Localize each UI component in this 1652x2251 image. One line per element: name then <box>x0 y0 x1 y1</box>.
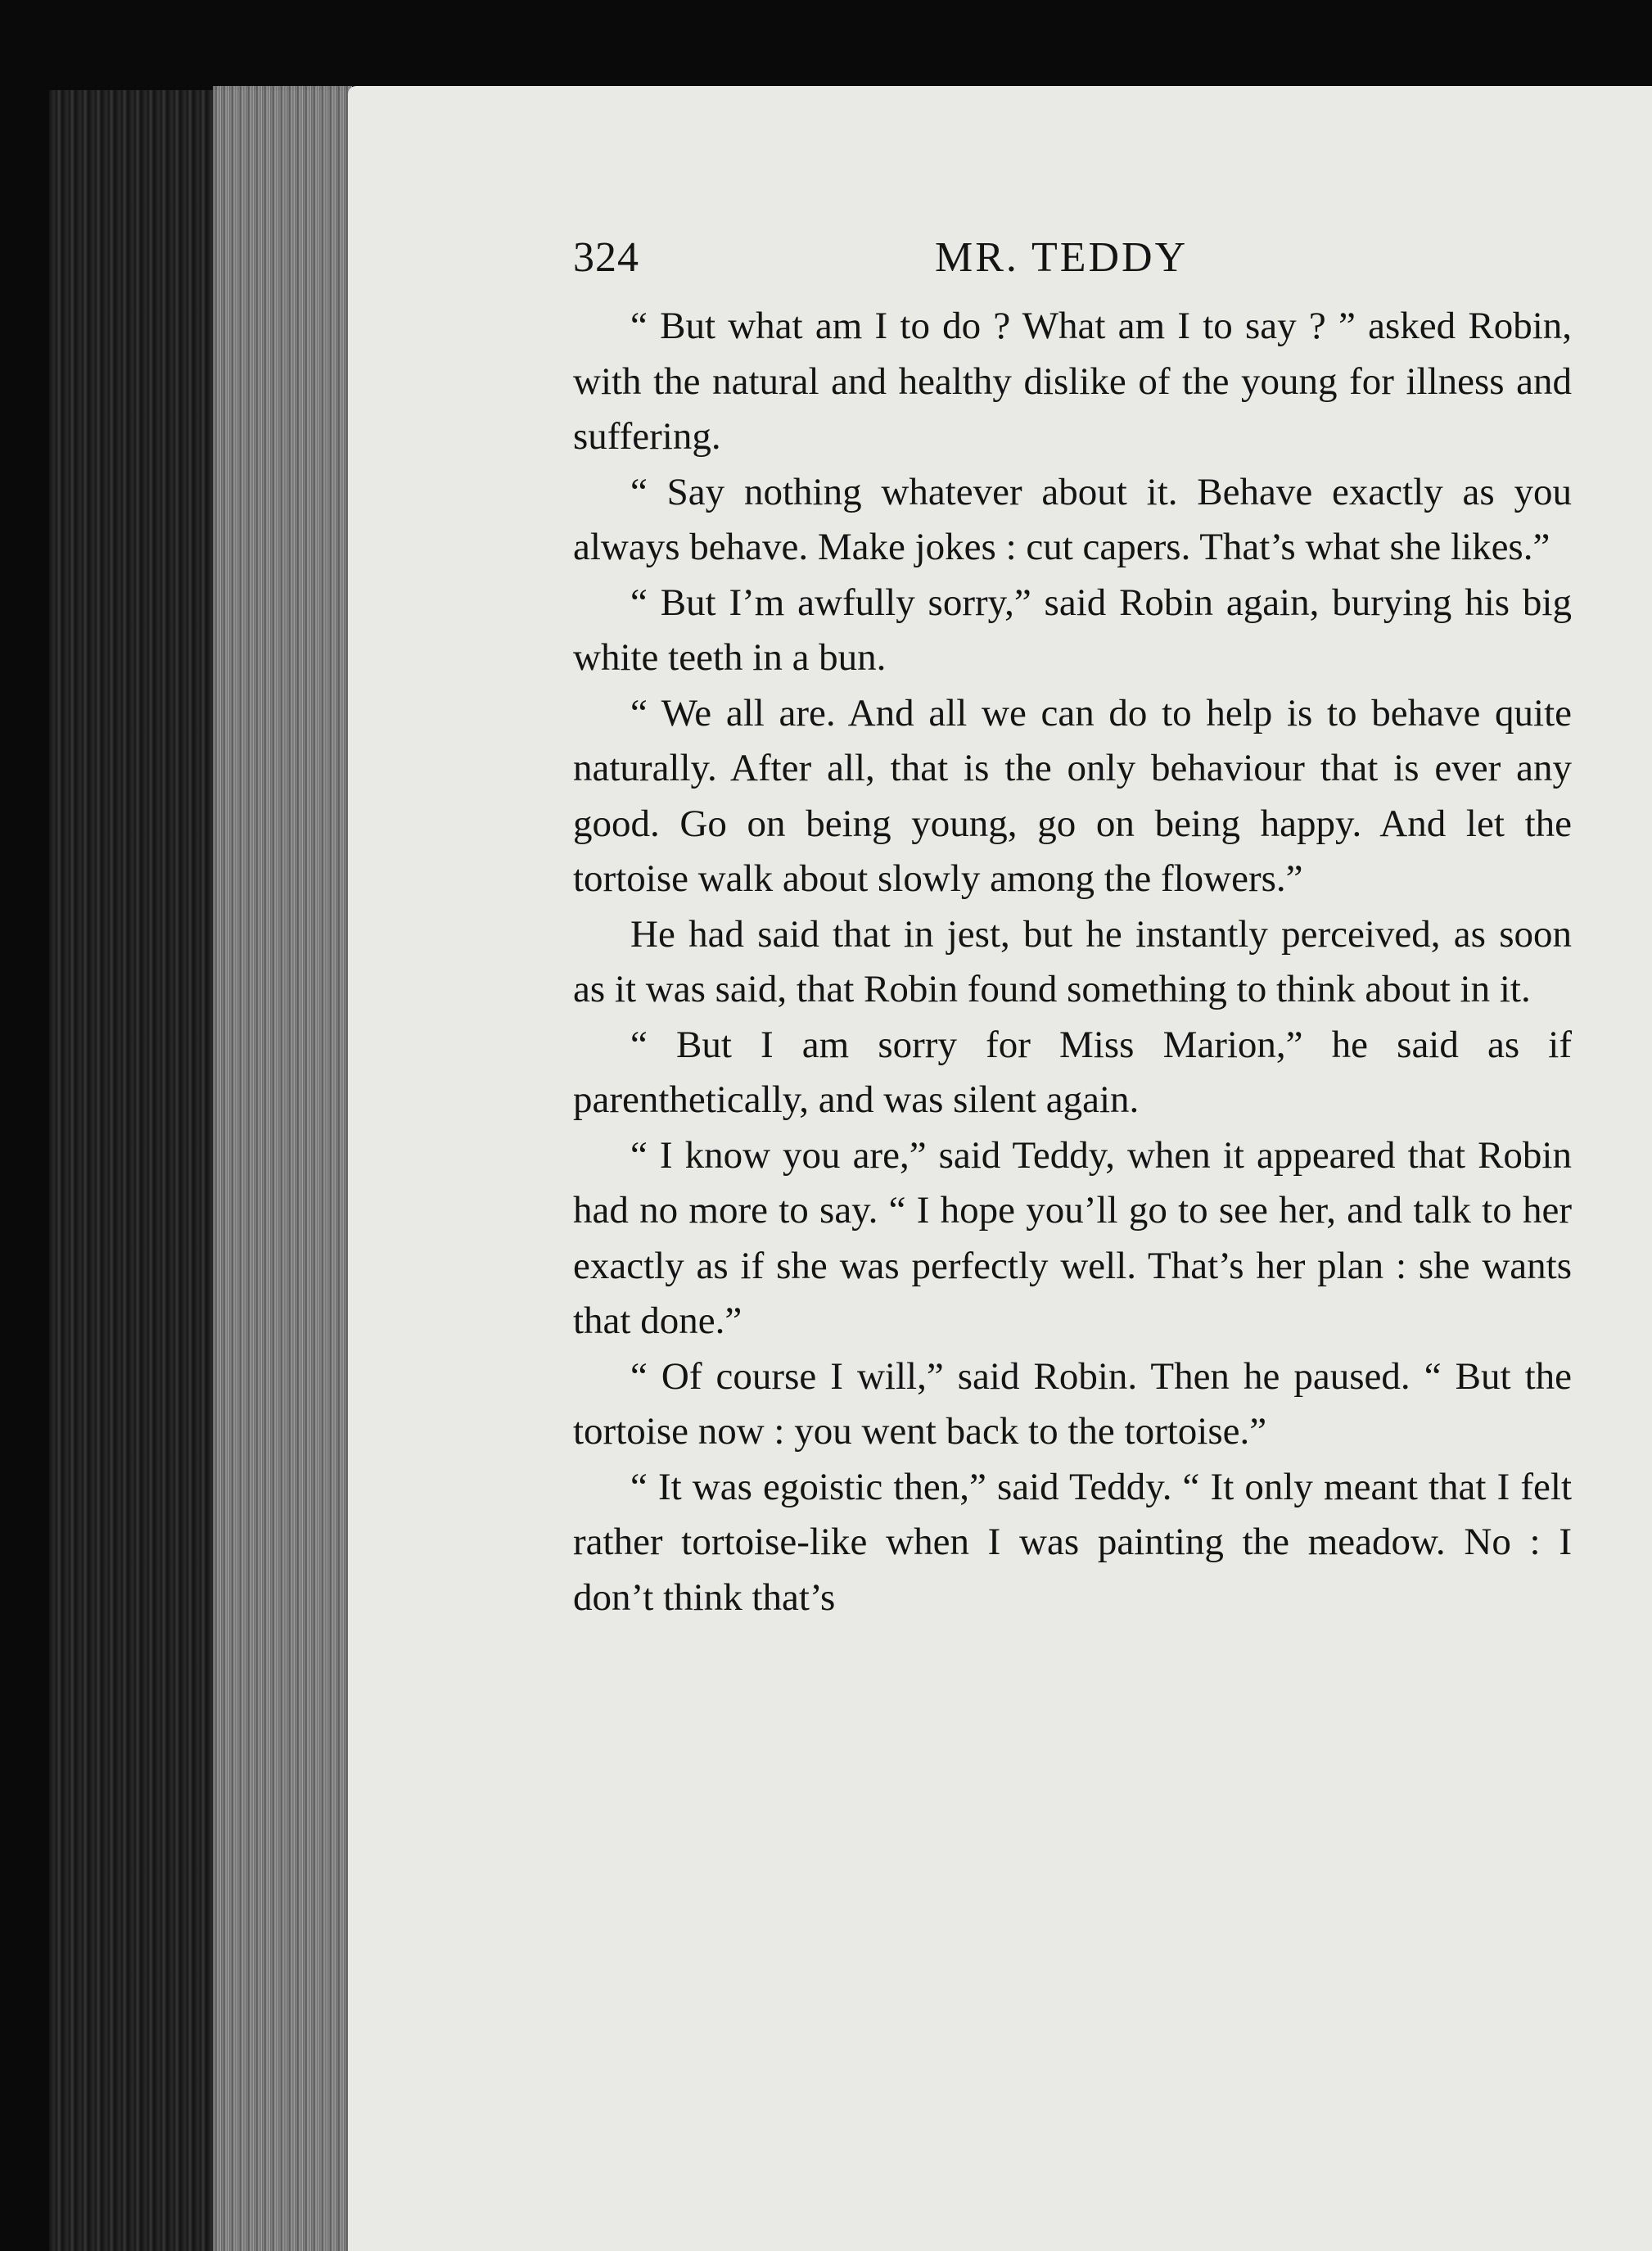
paragraph: “ I know you are,” said Teddy, when it appeared that Robin had no more to say. “ I hope you’ll go to see her, and talk to her exactly as if she was perfectly well. That’s her plan : she wants that done.” <box>573 1133 1572 1342</box>
paragraph: “ But what am I to do ? What am I to say ? ” asked Robin, with the natural and healthy dislike of the young for illness and suffering. <box>573 305 1572 458</box>
page-content <box>573 233 1572 1625</box>
paragraph: “ It was egoistic then,” said Teddy. “ It only meant that I felt rather tortoise-like when I was painting the meadow. No : I don’t think that’s <box>573 1465 1572 1619</box>
book-page <box>348 86 1652 2251</box>
paragraph: “ We all are. And all we can do to help is to behave quite naturally. After all, that is the only behaviour that is ever any good. Go on being young, go on being happy. And let the tortoise walk about slowly among the flowers.” <box>573 691 1572 900</box>
paragraph: “ Of course I will,” said Robin. Then he paused. “ But the tortoise now : you went back to the tortoise.” <box>573 1354 1572 1453</box>
book-page-edges-light <box>213 86 352 2251</box>
paragraph: “ But I am sorry for Miss Marion,” he said as if parenthetically, and was silent again. <box>573 1023 1572 1121</box>
running-title: MR. TEDDY <box>935 234 1189 281</box>
paragraph: “ Say nothing whatever about it. Behave exactly as you always behave. Make jokes : cut capers. That’s what she likes.” <box>573 470 1572 568</box>
paragraph: “ But I’m awfully sorry,” said Robin again, burying his big white teeth in a bun. <box>573 581 1572 679</box>
body-text <box>573 299 1572 1625</box>
paragraph: He had said that in jest, but he instantly perceived, as soon as it was said, that Robin found something to think about in it. <box>573 912 1572 1010</box>
page-number: 324 <box>573 234 639 281</box>
page-header <box>573 233 1572 299</box>
